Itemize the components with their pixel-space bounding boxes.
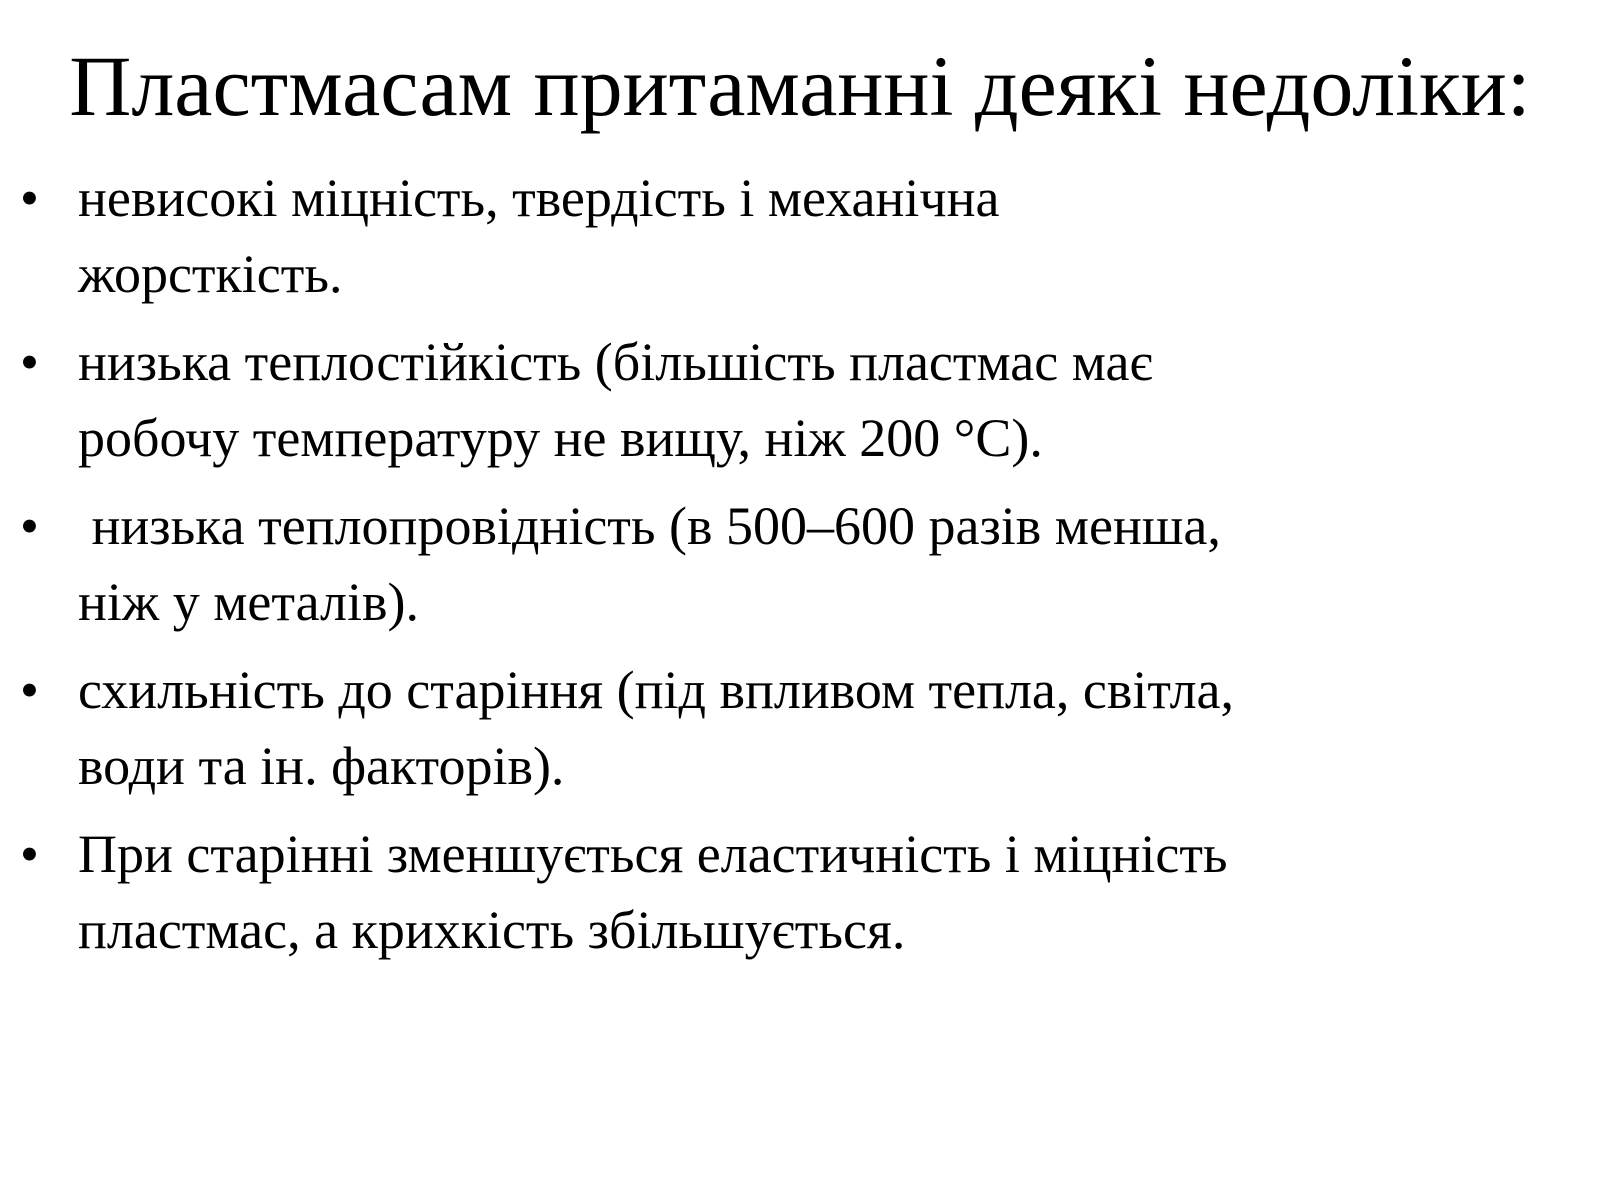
bullet-item-aging	[0, 652, 1560, 804]
bullet-marker: •	[20, 168, 39, 228]
bullet-list	[0, 160, 1560, 980]
bullet-text-line: невисокі міцність, твердість і механічна	[78, 168, 1000, 228]
bullet-item-brittleness	[0, 816, 1560, 968]
bullet-text-line: води та ін. факторів).	[78, 736, 565, 796]
bullet-text-line: робочу температуру не вищу, ніж 200 °С).	[78, 408, 1043, 468]
bullet-text-line: жорсткість.	[78, 244, 343, 304]
bullet-text-line: низька теплостійкість (більшість пластмас має	[78, 332, 1153, 392]
bullet-marker: •	[20, 660, 39, 720]
bullet-item-heat-resistance	[0, 324, 1560, 476]
bullet-text-line: низька теплопровідність (в 500–600 разів менша,	[78, 496, 1221, 556]
bullet-item-thermal-conductivity	[0, 488, 1560, 640]
slide-title: Пластмасам притаманні деякі недоліки:	[69, 38, 1531, 134]
bullet-marker: •	[20, 496, 39, 556]
bullet-marker: •	[20, 824, 39, 884]
bullet-marker: •	[20, 332, 39, 392]
bullet-text-line: При старінні зменшується еластичність і міцність	[78, 824, 1228, 884]
bullet-text-line: ніж у металів).	[78, 572, 419, 632]
bullet-text-line: схильність до старіння (під впливом тепла, світла,	[78, 660, 1235, 720]
bullet-text-line: пластмас, а крихкість збільшується.	[78, 900, 906, 960]
bullet-item-strength	[0, 160, 1560, 312]
